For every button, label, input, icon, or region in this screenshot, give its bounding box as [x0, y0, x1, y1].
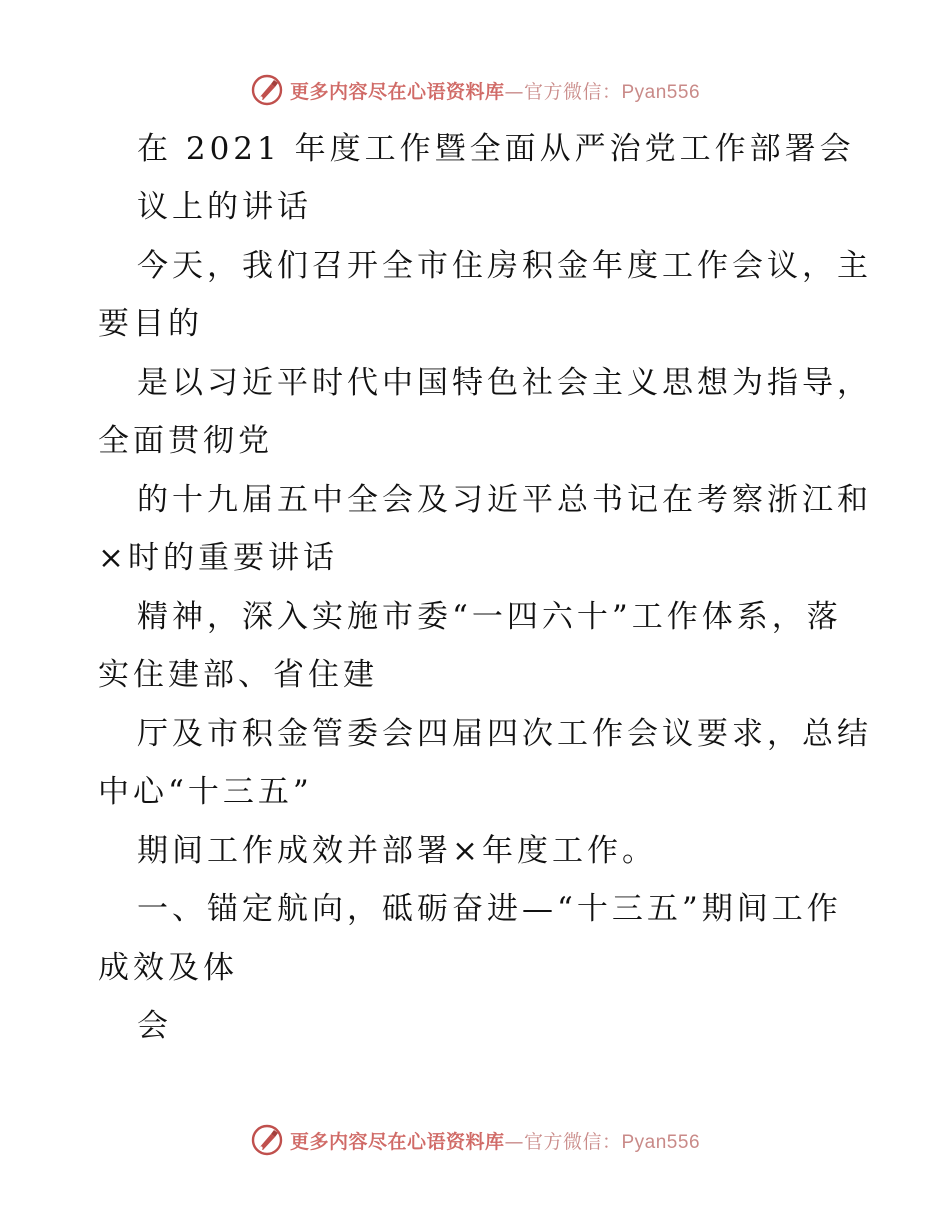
text-line: 今天，我们召开全市住房积金年度工作会议，主 — [137, 248, 872, 284]
text-line: 一、锚定航向，砥砺奋进—“十三五”期间工作 — [137, 891, 842, 927]
header-watermark — [0, 70, 950, 110]
text-line: 厅及市积金管委会四届四次工作会议要求，总结 — [137, 716, 872, 752]
footer-watermark — [0, 1120, 950, 1160]
watermark-label: 官方微信： — [523, 80, 622, 103]
text-line: ×时的重要讲话 — [98, 540, 338, 576]
watermark-brand: 更多内容尽在心语资料库 — [289, 80, 505, 103]
watermark-label: 官方微信： — [523, 1130, 622, 1153]
text-line: 要目的 — [98, 306, 203, 342]
text-line: 精神，深入实施市委“一四六十”工作体系，落 — [137, 599, 842, 635]
text-line: 全面贯彻党 — [98, 423, 273, 459]
text-line: 成效及体 — [98, 950, 238, 986]
text-line: 在 2021 年度工作暨全面从严治党工作部署会 — [137, 131, 855, 167]
pen-logo-icon — [250, 73, 284, 107]
text-line: 实住建部、省住建 — [98, 657, 378, 693]
watermark-text — [290, 1127, 700, 1154]
watermark-brand: 更多内容尽在心语资料库 — [289, 1130, 505, 1153]
watermark-text — [290, 77, 700, 104]
text-line: 中心“十三五” — [98, 774, 313, 810]
watermark-dash: — — [504, 80, 524, 103]
watermark-wechat-id: Pyan556 — [621, 1131, 701, 1153]
text-line: 的十九届五中全会及习近平总书记在考察浙江和 — [137, 482, 872, 518]
text-line: 会 — [137, 1008, 172, 1044]
pen-logo-icon — [250, 1123, 284, 1157]
text-line: 议上的讲话 — [137, 189, 312, 225]
watermark-dash: — — [504, 1130, 524, 1153]
text-line: 是以习近平时代中国特色社会主义思想为指导， — [137, 365, 872, 401]
watermark-wechat-id: Pyan556 — [621, 81, 701, 103]
text-line: 期间工作成效并部署×年度工作。 — [137, 833, 657, 869]
